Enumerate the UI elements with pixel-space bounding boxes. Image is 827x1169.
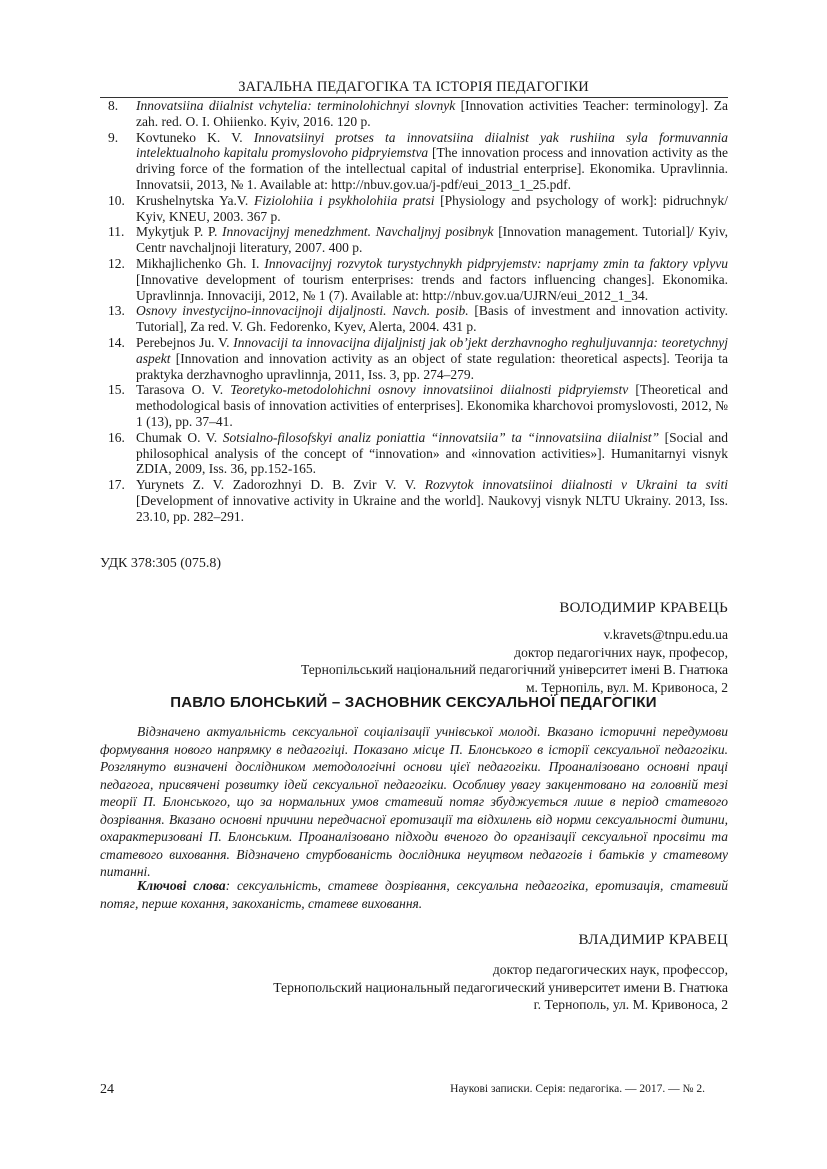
reference-title: Teoretyko-metodolohichni osnovy innovatsiinoi diialnosti pidpryiemstv	[230, 382, 629, 398]
reference-author: Mikhajlichenko Gh. I.	[136, 255, 265, 271]
reference-item	[108, 382, 728, 429]
reference-title: Rozvytok innovatsiinoi diialnosti v Ukraini ta sviti	[424, 477, 728, 493]
keywords-text: : сексуальність, статеве дозрівання, сексуальна педагогіка, еротизація, статевий потяг, перше кохання, закоханість, статеве виховання.	[100, 878, 728, 911]
reference-item	[108, 256, 728, 303]
author-name-ua: ВОЛОДИМИР КРАВЕЦЬ	[559, 600, 728, 616]
reference-number: 13.	[108, 303, 125, 319]
reference-number: 8.	[108, 98, 119, 113]
author-university: Тернопольский национальный педагогический университет имени В. Гнатюка	[273, 979, 728, 995]
reference-item	[108, 303, 728, 335]
reference-number: 11.	[108, 224, 125, 240]
reference-number: 10.	[108, 192, 125, 208]
reference-title: Innovatsiinyi protses ta innovatsiina diialnist yak rushiina syla formuvannia intelektualnoho kapitalu promyslovoho pidpryiemstva	[136, 129, 728, 161]
reference-author: Krushelnytska Ya.V.	[136, 192, 254, 208]
journal-footer: Наукові записки. Серія: педагогіка. — 2017. — № 2.	[450, 1083, 705, 1095]
reference-title: Innovacijnyj menedzhment. Navchaljnyj posibnyk	[222, 224, 494, 240]
author-email: v.kravets@tnpu.edu.ua	[603, 627, 728, 642]
reference-author: Perebejnos Ju. V.	[136, 334, 234, 350]
reference-details: [The innovation process and innovation activity as the driving force of the formation of the intellectual capital of industrial enterprise]. Ekonomika. Upravlinnia. Innovatsii, 2013, № 1. Available at: http://nbuv.gov.ua/j-pdf/eui_2013_1_25.pdf.	[136, 145, 728, 192]
keywords	[100, 877, 728, 912]
reference-author: Mykytjuk P. P.	[136, 224, 222, 240]
keywords-label: Ключові слова	[137, 878, 226, 893]
author-address: м. Тернопіль, вул. М. Кривоноса, 2	[525, 679, 728, 695]
reference-title: Innovacijnyj rozvytok turystychnykh pidpryjemstv: naprjamy zmin ta faktory vplyvu	[264, 255, 728, 271]
reference-item	[108, 98, 728, 130]
reference-item	[108, 130, 728, 193]
reference-details: [Social and philosophical analysis of the concept of “innovation» and «innovation activities»]. Humanitarnyi visnyk ZDIA, 2009, Iss. 36, pp.152-165.	[136, 429, 728, 477]
running-header: ЗАГАЛЬНА ПЕДАГОГІКА ТА ІСТОРІЯ ПЕДАГОГІКИ	[238, 79, 589, 95]
author-degree: доктор педагогічних наук, професор,	[514, 644, 728, 660]
reference-number: 9.	[108, 129, 119, 145]
udk-code: УДК 378:305 (075.8)	[100, 556, 222, 571]
reference-item	[108, 430, 728, 477]
reference-number: 17.	[108, 477, 125, 493]
reference-details: [Innovation management. Tutorial]/ Kyiv, Centr navchaljnoji literatury, 2007. 400 p.	[136, 224, 728, 256]
reference-item	[108, 335, 728, 382]
author-address: г. Тернополь, ул. М. Кривоноса, 2	[533, 997, 728, 1012]
reference-number: 15.	[108, 382, 125, 398]
reference-details: [Innovation and innovation activity as an object of state regulation: theoretical aspects]. Teorija ta praktyka derzhavnogho upravlinnja, 2011, Iss. 3, pp. 274–279.	[136, 350, 728, 382]
reference-title: Sotsialno-filosofskyi analiz poniattia “innovatsiia” ta “innovatsiina diialnist”	[222, 429, 660, 445]
reference-list	[108, 98, 728, 525]
reference-title: Fiziolohiia i psykholohiia pratsi	[253, 192, 435, 208]
reference-author: Kovtuneko K. V.	[136, 129, 254, 145]
article-title: ПАВЛО БЛОНСЬКИЙ – ЗАСНОВНИК СЕКСУАЛЬНОЇ ПЕДАГОГІКИ	[170, 694, 657, 711]
reference-details: [Innovation activities Teacher: terminology]. Za zah. red. O. I. Ohiienko. Kyiv, 2016. 120 p.	[136, 98, 729, 129]
reference-number: 12.	[108, 255, 125, 271]
reference-author: Yurynets Z. V. Zadorozhnyi D. B. Zvir V. V.	[136, 477, 425, 493]
author-affiliation-ru	[273, 961, 728, 1014]
reference-title: Innovaciji ta innovacijna dijaljnistj jak ob’jekt derzhavnogho reghuljuvannja: teoretychnyj aspekt	[136, 334, 728, 366]
reference-author: Tarasova O. V.	[136, 382, 231, 398]
reference-details: [Theoretical and methodological basis of innovation activities of enterprises]. Ekonomika kharchovoi promyslovosti, 2012, № 1 (13), pp. 37–41.	[136, 382, 729, 429]
reference-number: 16.	[108, 429, 125, 445]
reference-details: [Basis of investment and innovation activity. Tutorial], Za red. V. Gh. Fedorenko, Kyev, Alerta, 2004. 431 p.	[136, 303, 728, 335]
reference-author: Chumak O. V.	[136, 429, 223, 445]
reference-details: [Development of innovative activity in Ukraine and the world]. Naukovyj visnyk NLTU Ukrainy. 2013, Iss. 23.10, pp. 282–291.	[136, 492, 728, 524]
reference-title: Innovatsiina diialnist vchytelia: terminolohichnyi slovnyk	[136, 98, 456, 113]
page-number: 24	[100, 1082, 114, 1097]
reference-item	[108, 193, 728, 225]
author-name-ru: ВЛАДИМИР КРАВЕЦ	[578, 932, 728, 948]
author-degree: доктор педагогических наук, профессор,	[492, 962, 728, 977]
author-affiliation-ua	[301, 626, 728, 696]
reference-number: 14.	[108, 334, 125, 350]
reference-item	[108, 477, 728, 524]
reference-details: [Innovative development of tourism enterprises: trends and factors influencing changes]. Ekonomika. Upravlinnja. Innovaciji, 2012, № 1 (7). Available at: http://nbuv.gov.ua/UJRN/eui_2012_1_34.	[136, 271, 728, 303]
reference-title: Osnovy investycijno-innovacijnoji dijaljnosti. Navch. posib.	[136, 303, 469, 319]
author-university: Тернопільський національний педагогічний університет імені В. Гнатюка	[300, 662, 728, 677]
reference-details: [Physiology and psychology of work]: pidruchnyk/ Kyiv, KNEU, 2003. 367 p.	[136, 192, 728, 224]
abstract: Відзначено актуальність сексуальної соціалізації учнівської молоді. Вказано історичні передумови формування нового напрямку в педагогіці. Показано місце П. Блонського в історії сексуальної педагогіки. Розглянуто визначені дослідником методологічні основи цієї педагогіки. Проаналізовано основні праці педагога, присвячені розвитку ідей сексуальної педагогіки. Особливу увагу закцентовано на головній тезі теорії П. Блонського, що за нормальних умов статевий потяг збуджується лише в період статевого дозрівання. Вказано основні причини передчасної еротизації та відхилень від норми сексуальності дитини, охарактеризовані П. Блонським. Проаналізовано підходи вченого до організації сексуальної просвіти та статевого виховання. Відзначено стурбованість дослідника неуцтвом педагогів і батьків у статевому питанні.	[100, 724, 728, 879]
reference-item	[108, 224, 728, 256]
